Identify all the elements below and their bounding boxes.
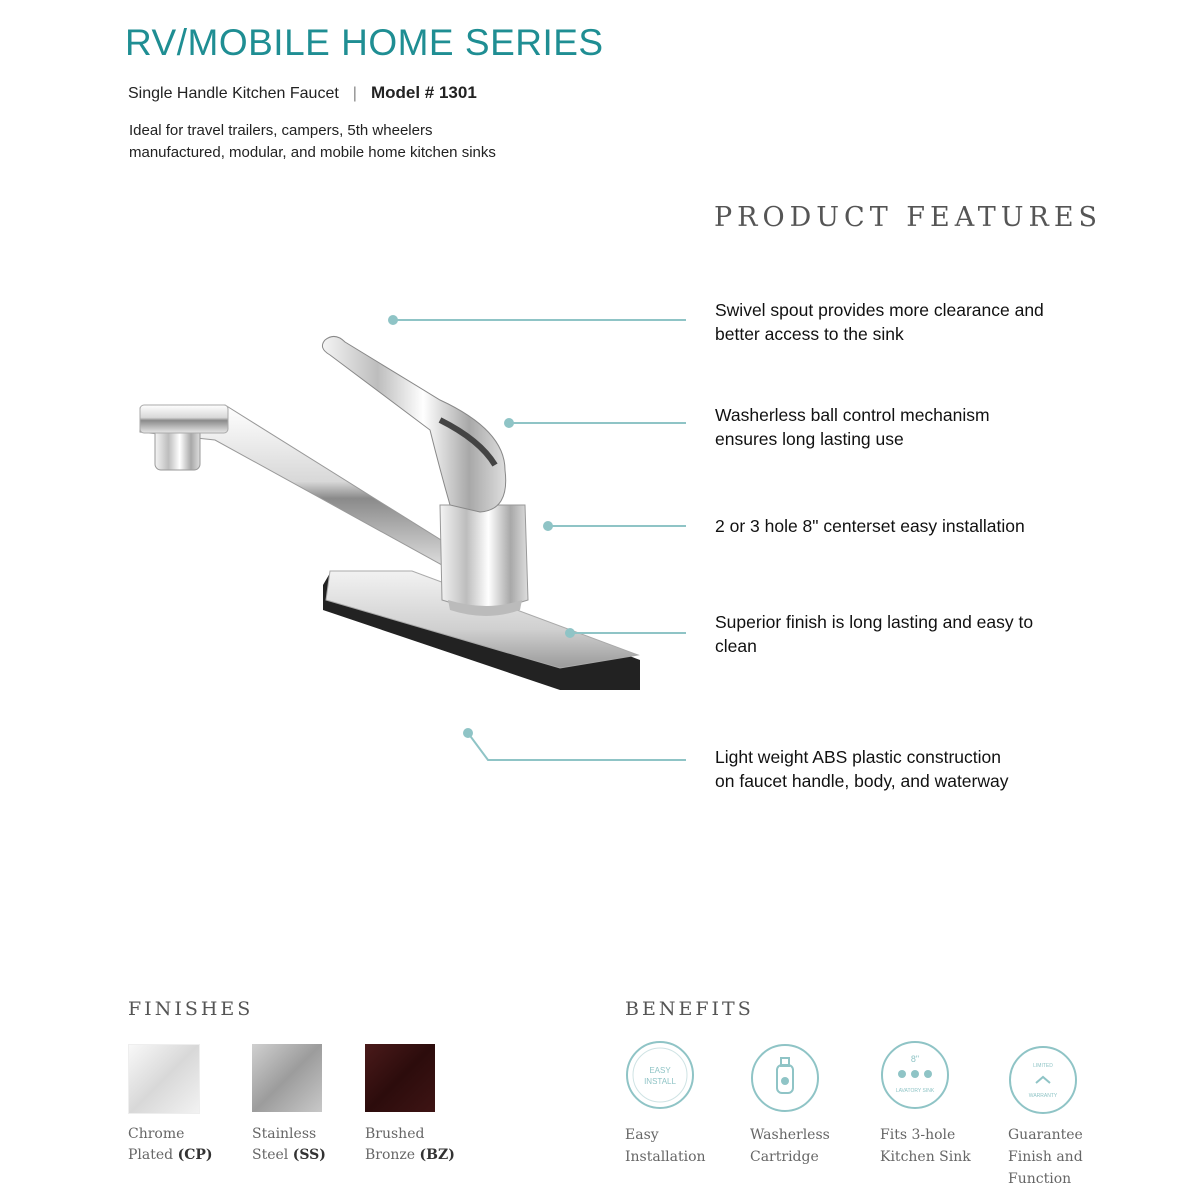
svg-text:EASY: EASY bbox=[649, 1066, 671, 1075]
swatch-stainless bbox=[252, 1044, 322, 1112]
model-number: Model # 1301 bbox=[370, 83, 477, 102]
finish-label-bronze: Brushed Bronze (BZ) bbox=[365, 1126, 455, 1163]
benefit-label-guarantee: Guarantee Finish and Function bbox=[1008, 1127, 1083, 1187]
benefit-label-easy-install: Easy Installation bbox=[625, 1127, 706, 1165]
feature-swivel-spout: Swivel spout provides more clearance and better access to the sink bbox=[715, 300, 1044, 344]
svg-text:INSTALL: INSTALL bbox=[644, 1077, 676, 1086]
page-title: RV/MOBILE HOME SERIES bbox=[125, 22, 604, 63]
finish-label-stainless: Stainless Steel (SS) bbox=[252, 1126, 326, 1163]
svg-text:LIMITED: LIMITED bbox=[1033, 1063, 1053, 1069]
swatch-chrome bbox=[128, 1044, 200, 1114]
faucet-spout bbox=[140, 405, 470, 575]
three-hole-sink-icon bbox=[880, 1040, 950, 1110]
description-line: Ideal for travel trailers, campers, 5th wheelers bbox=[129, 122, 433, 139]
feature-centerset: 2 or 3 hole 8" centerset easy installation bbox=[715, 516, 1025, 536]
finishes-heading: FINISHES bbox=[128, 998, 254, 1020]
easy-install-icon bbox=[625, 1040, 695, 1110]
cartridge-icon bbox=[750, 1043, 820, 1113]
product-type: Single Handle Kitchen Faucet bbox=[128, 85, 339, 102]
swatch-bronze bbox=[365, 1044, 435, 1112]
svg-text:LAVATORY SINK: LAVATORY SINK bbox=[895, 1088, 935, 1094]
features-heading: PRODUCT FEATURES bbox=[714, 202, 1103, 233]
description-line: manufactured, modular, and mobile home kitchen sinks bbox=[129, 144, 496, 161]
benefit-label-cartridge: Washerless Cartridge bbox=[750, 1127, 830, 1165]
feature-abs-plastic: Light weight ABS plastic construction on faucet handle, body, and waterway bbox=[715, 747, 1009, 791]
subtitle-separator: | bbox=[352, 85, 357, 102]
finish-label-chrome: Chrome Plated (CP) bbox=[128, 1126, 213, 1163]
benefits-heading: BENEFITS bbox=[625, 998, 754, 1020]
svg-text:WARRANTY: WARRANTY bbox=[1028, 1093, 1058, 1099]
svg-text:8": 8" bbox=[910, 1054, 920, 1064]
guarantee-icon bbox=[1008, 1045, 1078, 1115]
faucet-body bbox=[440, 505, 528, 616]
benefit-label-three-hole: Fits 3-hole Kitchen Sink bbox=[880, 1127, 971, 1165]
feature-ball-control: Washerless ball control mechanism ensures long lasting use bbox=[715, 405, 990, 449]
feature-finish: Superior finish is long lasting and easy to clean bbox=[715, 612, 1034, 656]
